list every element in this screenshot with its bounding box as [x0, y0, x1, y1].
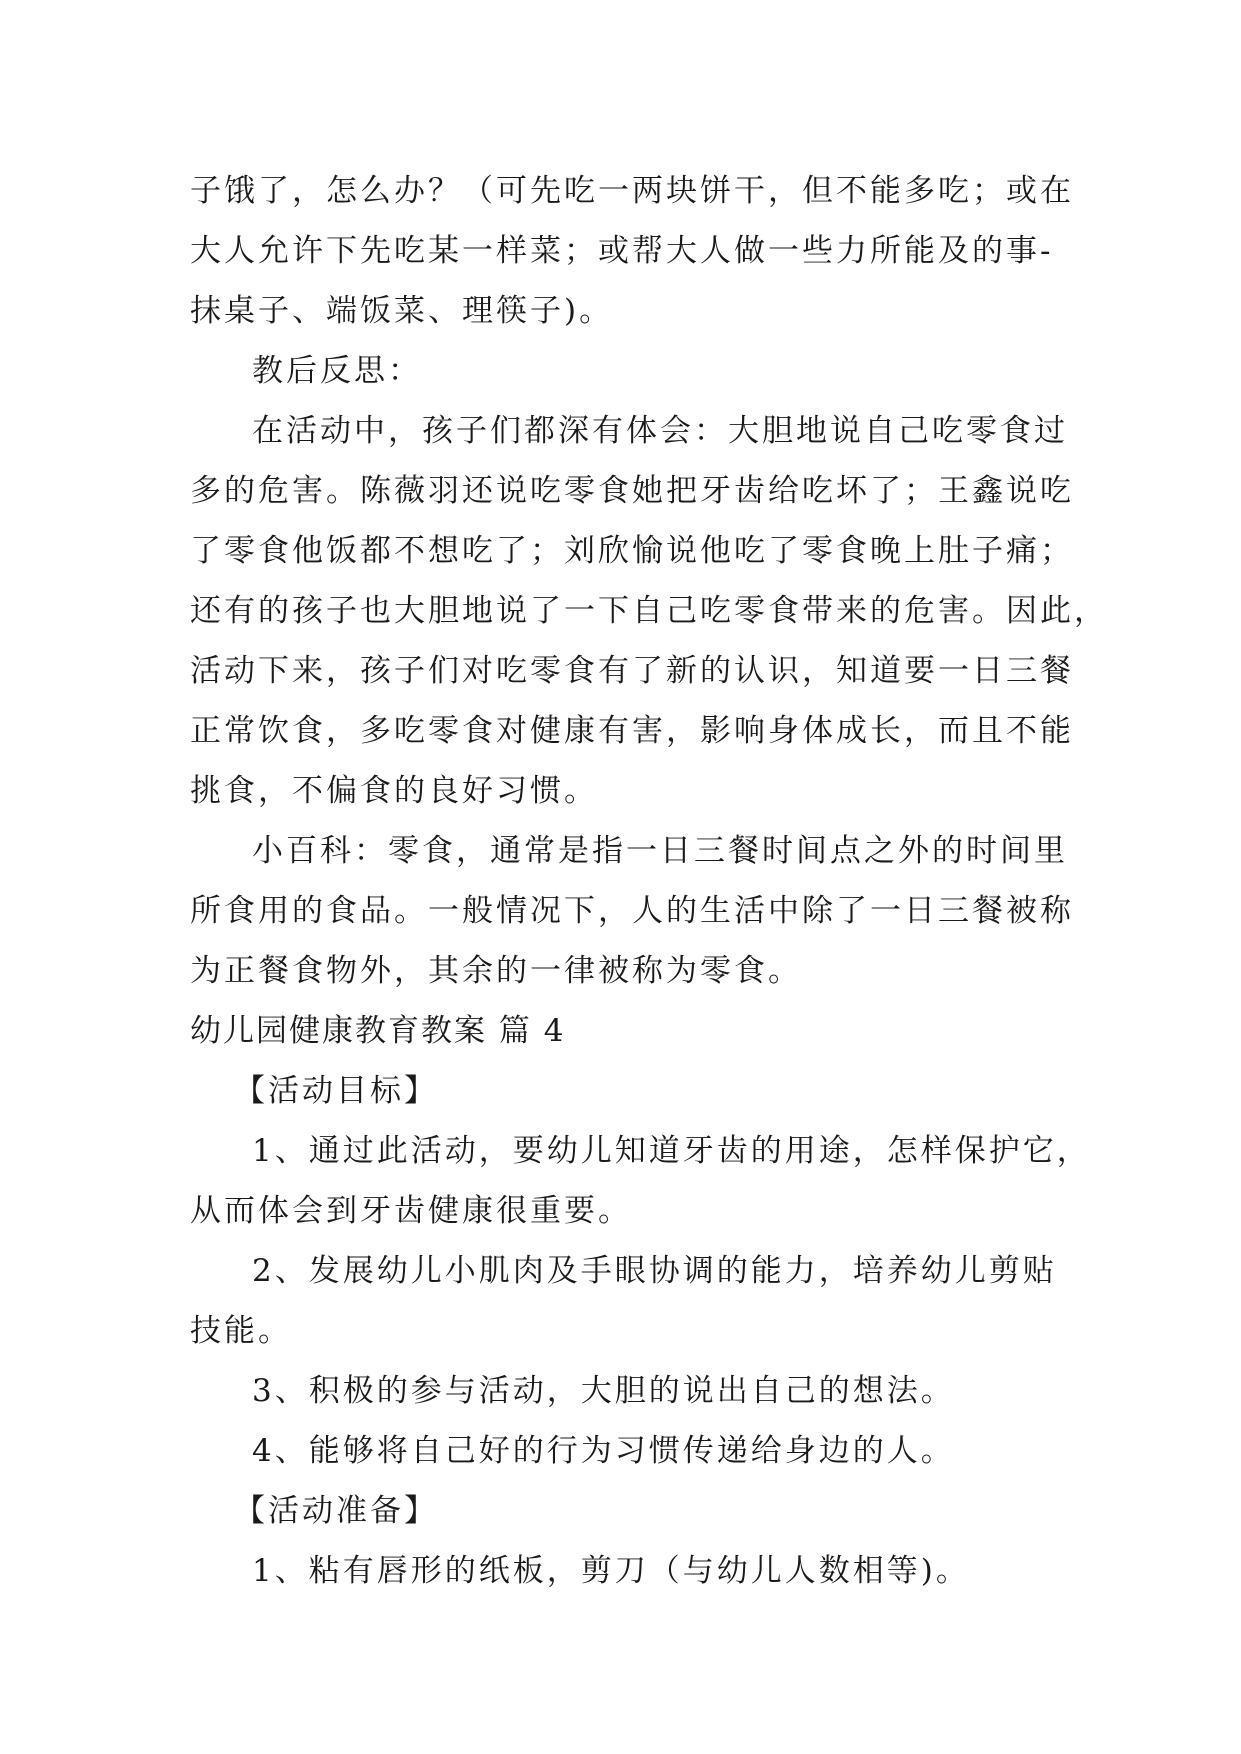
- text-line: 子饿了，怎么办？（可先吃一两块饼干，但不能多吃；或在: [190, 173, 1074, 209]
- text-line: 抹桌子、端饭菜、理筷子)。: [190, 293, 614, 329]
- text-line: 正常饮食，多吃零食对健康有害，影响身体成长，而且不能: [190, 713, 1074, 749]
- text-line: 多的危害。陈薇羽还说吃零食她把牙齿给吃坏了；王鑫说吃: [190, 473, 1074, 509]
- subsection-heading-goals: 【活动目标】: [234, 1073, 438, 1109]
- paragraph-start: 在活动中，孩子们都深有体会：大胆地说自己吃零食过: [252, 413, 1068, 449]
- text-line: 大人允许下先吃某一样菜；或帮大人做一些力所能及的事-: [190, 233, 1054, 269]
- list-item: 3、积极的参与活动，大胆的说出自己的想法。: [252, 1373, 955, 1409]
- text-line: 挑食，不偏食的良好习惯。: [190, 773, 598, 809]
- text-line: 了零食他饭都不想吃了；刘欣愉说他吃了零食晚上肚子痛；: [190, 533, 1074, 569]
- text-line: 为正餐食物外，其余的一律被称为零食。: [190, 953, 802, 989]
- text-line: 活动下来，孩子们对吃零食有了新的认识，知道要一日三餐: [190, 653, 1074, 689]
- list-item: 2、发展幼儿小肌肉及手眼协调的能力，培养幼儿剪贴: [252, 1253, 1057, 1289]
- text-line: 所食用的食品。一般情况下，人的生活中除了一日三餐被称: [190, 893, 1074, 929]
- list-item: 1、通过此活动，要幼儿知道牙齿的用途，怎样保护它，: [252, 1133, 1091, 1169]
- paragraph-start: 小百科：零食，通常是指一日三餐时间点之外的时间里: [252, 833, 1068, 869]
- list-item: 1、粘有唇形的纸板，剪刀（与幼儿人数相等)。: [252, 1553, 970, 1589]
- list-item: 4、能够将自己好的行为习惯传递给身边的人。: [252, 1433, 955, 1469]
- section-label-reflection: 教后反思：: [252, 353, 422, 389]
- subsection-heading-preparation: 【活动准备】: [234, 1493, 438, 1529]
- section-heading: 幼儿园健康教育教案 篇 4: [190, 1013, 566, 1049]
- text-line: 还有的孩子也大胆地说了一下自己吃零食带来的危害。因此，: [190, 593, 1108, 629]
- text-line: 从而体会到牙齿健康很重要。: [190, 1193, 632, 1229]
- text-line: 技能。: [190, 1313, 292, 1349]
- document-body: [190, 161, 1108, 1601]
